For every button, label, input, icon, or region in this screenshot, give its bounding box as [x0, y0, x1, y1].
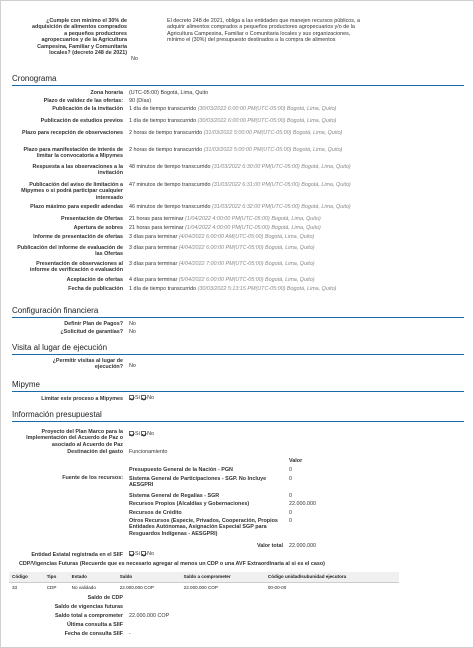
expense-destination-label: Destinación del gasto: [67, 449, 123, 455]
value-column-header: Valor: [289, 458, 303, 464]
siif-options: [129, 551, 154, 557]
funding-source-value: 0: [289, 518, 292, 524]
schedule-item-date: (1/04/2022 4:00:00 PM(UTC-05:00) Bogotá, Lima, Quito): [185, 225, 321, 231]
schedule-item-date: (4/04/2022 7:00:00 PM(UTC-05:00) Bogotá, Lima, Quito): [178, 261, 315, 267]
cdp-column-header: Saldo: [117, 572, 181, 582]
schedule-item-status: 3 días para terminar: [129, 245, 178, 251]
peace-si-checkbox[interactable]: [129, 431, 134, 436]
funding-source-name: Recursos Propios (Alcaldías y Gobernaciones): [129, 501, 250, 507]
saldo-total-value: 22.000.000 COP: [129, 613, 170, 619]
section-divider: [12, 421, 464, 422]
saldo-cdp-label: Saldo de CDP: [87, 595, 123, 601]
food-purchase-question: ¿Cumple con mínimo el 30% de adquisición de alimentos comprados a pequeños productores agropecuarios y de la Agricultura Campesina, Familiar y Comunitaria locales? (decreto 248 de 2021): [32, 18, 127, 57]
schedule-item-date: (31/03/2022 6:32:00 PM(UTC-05:00) Bogotá, Lima, Quito): [212, 204, 351, 210]
funding-source-name: Sistema General de Participaciones - SGP. No Incluye AESGPRI: [129, 476, 267, 489]
siif-si-label: Sí: [135, 551, 141, 557]
mipyme-no-label: No: [147, 395, 154, 401]
schedule-item-value: [129, 225, 425, 231]
schedule-item-date: (30/03/2022 6:00:00 PM(UTC-05:00) Bogotá, Lima, Quito): [197, 106, 337, 112]
schedule-item-label: Plazo para recepción de observaciones: [22, 130, 123, 136]
section-divider: [12, 391, 464, 392]
expense-destination-value: Funcionamiento: [129, 449, 168, 455]
schedule-item-date: (31/03/2022 6:31:00 PM(UTC-05:00) Bogotá, Lima, Quito): [212, 182, 351, 188]
schedule-item-date: (4/04/2022 6:00:00 PM(UTC-05:00) Bogotá, Lima, Quito): [178, 245, 315, 251]
schedule-item-value: [129, 277, 425, 283]
site-visit-label: ¿Permitir visitas al lugar de ejecución?: [52, 358, 123, 371]
schedule-item-label: Fecha de publicación: [68, 286, 123, 292]
saldo-vf-label: Saldo de vigencias futuras: [54, 604, 123, 610]
schedule-item-label: Plazo máximo para expedir adendas: [30, 204, 123, 210]
schedule-item-status: 4 días para terminar: [129, 277, 178, 283]
cdp-table-header: [9, 572, 399, 582]
schedule-item-date: (4/04/2022 6:00:00 AM(UTC-05:00) Bogotá, Lima, Quito): [178, 234, 315, 240]
mipyme-no-checkbox[interactable]: [141, 395, 146, 400]
schedule-item-date: (31/03/2022 6:30:00 PM(UTC-05:00) Bogotá, Lima, Quito): [212, 164, 351, 170]
guarantees-value: No: [129, 329, 136, 335]
mipyme-si-checkbox[interactable]: [129, 395, 134, 400]
schedule-item-label: Publicación de la invitación: [52, 106, 123, 112]
schedule-item-status: 48 minutos de tiempo transcurrido: [129, 164, 211, 170]
funding-source-name: Presupuesto General de la Nación - PGN: [129, 467, 233, 473]
cdp-column-header: Código: [9, 572, 44, 582]
schedule-item-value: [129, 204, 425, 210]
schedule-item-label: Publicación del aviso de limitación a Mipymes o si podrá participar cualquier interesado: [21, 182, 123, 201]
total-value: 22.000.000: [289, 543, 316, 549]
peace-si-label: Sí: [135, 431, 141, 437]
schedule-item-value: [129, 164, 425, 170]
peace-agreement-label: Proyecto del Plan Marco para la Implementación del Acuerdo de Paz o asociado al Acuerdo de Paz: [26, 429, 123, 448]
schedule-item-label: Publicación del informe de evaluación de las Ofertas: [17, 245, 123, 258]
cdp-cell: 00-00-00: [267, 584, 287, 590]
schedule-item-status: 21 horas para terminar: [129, 216, 184, 222]
food-purchase-answer: No: [131, 56, 138, 62]
timezone-label: Zona horaria: [90, 90, 123, 96]
funding-source-value: 0: [289, 476, 292, 482]
schedule-item-value: [129, 286, 425, 292]
timezone-value: (UTC-05:00) Bogotá, Lima, Quito: [129, 90, 209, 96]
funding-source-label: Fuente de los recursos:: [62, 475, 123, 481]
schedule-item-label: Presentación de observaciones al informe de verificación o evaluación: [29, 261, 123, 274]
site-visit-value: No: [129, 363, 136, 369]
schedule-item-status: 1 día de tiempo transcurrido: [129, 106, 197, 112]
total-value-label: Valor total: [256, 543, 283, 549]
offer-validity-value: 90 (Días): [129, 98, 152, 104]
schedule-item-status: 3 días para terminar: [129, 234, 178, 240]
schedule-item-value: [129, 130, 425, 136]
funding-source-value: 0: [289, 510, 292, 516]
funding-source-value: 0: [289, 493, 292, 499]
schedule-item-status: 1 día de tiempo transcurrido: [129, 286, 197, 292]
schedule-item-value: [129, 147, 425, 153]
peace-no-checkbox[interactable]: [141, 431, 146, 436]
section-divider: [12, 85, 464, 86]
section-divider: [12, 354, 464, 355]
food-purchase-note: El decreto 248 de 2021, obliga a las entidades que manejen recursos públicos, a adquirir alimentos comprados a pequeños productores agropecuarios y/o de la Agricultura Campesina, Familiar o Comunitaria locales y sus organizaciones, mínimo el (30%) del presupuesto destinados a la compra de alimentos: [167, 18, 360, 44]
schedule-item-value: [129, 234, 425, 240]
cdp-cell: No validado: [71, 584, 96, 590]
payment-plan-value: No: [129, 321, 136, 327]
cdp-column-header: Saldo a comprometer: [181, 572, 265, 582]
cdp-column-header: Estado: [69, 572, 117, 582]
schedule-item-date: (1/04/2022 4:00:00 PM(UTC-05:00) Bogotá, Lima, Quito): [185, 216, 321, 222]
funding-source-name: Recursos de Crédito: [129, 510, 182, 516]
cdp-table: [9, 572, 399, 592]
schedule-item-status: 21 horas para terminar: [129, 225, 184, 231]
schedule-item-label: Plazo para manifestación de interés de limitar la convocatoria a Mipymes: [23, 147, 123, 160]
schedule-item-label: Aceptación de ofertas: [66, 277, 123, 283]
schedule-item-status: 1 día de tiempo transcurrido: [129, 118, 197, 124]
peace-no-label: No: [147, 431, 154, 437]
section-divider: [12, 317, 464, 318]
payment-plan-label: Definir Plan de Pagos?: [64, 321, 123, 327]
schedule-item-label: Presentación de Ofertas: [60, 216, 123, 222]
cdp-cell: 22.000.000 COP: [183, 584, 218, 590]
funding-source-name: Otros Recursos (Especie, Privados, Cooperación, Propios Entidades Autónomas, Asignación Especial SGP para Resguardos Indígenas - AESGPRI): [129, 518, 278, 537]
schedule-item-date: (31/03/2022 5:00:00 PM(UTC-05:00) Bogotá, Lima, Quito): [203, 147, 343, 153]
cdp-column-header: Tipo: [44, 572, 69, 582]
schedule-item-status: 2 horas de tiempo transcurrido: [129, 130, 203, 136]
cdp-column-header: Código unidad/subunidad ejecutora: [265, 572, 399, 582]
funding-source-value: 22.000.000: [289, 501, 316, 507]
schedule-item-status: 3 días para terminar: [129, 261, 178, 267]
siif-label: Entidad Estatal registrada en el SIIF: [31, 552, 123, 558]
schedule-item-value: [129, 216, 425, 222]
siif-no-checkbox[interactable]: [141, 551, 146, 556]
section-title-presupuestal: Información presupuestal: [12, 410, 102, 419]
schedule-item-status: 47 minutos de tiempo transcurrido: [129, 182, 211, 188]
mipyme-limit-options: [129, 395, 154, 401]
schedule-item-value: [129, 118, 425, 124]
section-title-visita: Visita al lugar de ejecución: [12, 343, 108, 352]
offer-validity-label: Plazo de validez de las ofertas:: [43, 98, 123, 104]
schedule-item-label: Informe de presentación de ofertas: [33, 234, 123, 240]
siif-si-checkbox[interactable]: [129, 551, 134, 556]
schedule-item-value: [129, 106, 425, 112]
last-siif-query-label: Última consulta a SIIF: [66, 622, 123, 628]
funding-source-value: 0: [289, 467, 292, 473]
schedule-item-date: (30/03/2022 5:13:15 PM(UTC-05:00) Bogotá, Lima, Quito): [197, 286, 337, 292]
cdp-cell: CDP: [46, 584, 57, 590]
siif-no-label: No: [147, 551, 154, 557]
schedule-item-date: (30/03/2022 6:00:00 PM(UTC-05:00) Bogotá, Lima, Quito): [197, 118, 337, 124]
schedule-item-label: Apertura de sobres: [73, 225, 123, 231]
mipyme-limit-label: Limitar este proceso a Mipymes: [41, 396, 123, 402]
section-title-financiera: Configuración financiera: [12, 306, 99, 315]
siif-query-date-label: Fecha de consulta SIIF: [64, 631, 123, 637]
guarantees-label: ¿Solicitud de garantías?: [60, 329, 123, 335]
table-row[interactable]: [9, 582, 399, 592]
cdp-caption: CDP/Vigencias Futuras (Recuerde que es necesario agregar al menos un CDP o una AVF Extraordinaria al si es el caso): [19, 561, 325, 567]
section-title-cronograma: Cronograma: [12, 74, 57, 83]
section-title-mipyme: Mipyme: [12, 380, 41, 389]
schedule-item-date: (31/03/2022 5:00:00 PM(UTC-05:00) Bogotá, Lima, Quito): [203, 130, 343, 136]
schedule-item-status: 46 minutos de tiempo transcurrido: [129, 204, 211, 210]
schedule-item-value: [129, 245, 425, 251]
schedule-item-value: [129, 261, 425, 267]
schedule-item-date: (5/04/2022 6:00:00 PM(UTC-05:00) Bogotá, Lima, Quito): [178, 277, 315, 283]
mipyme-si-label: Sí: [135, 395, 141, 401]
funding-source-name: Sistema General de Regalías - SGR: [129, 493, 220, 499]
schedule-item-status: 2 horas de tiempo transcurrido: [129, 147, 203, 153]
cdp-cell: 33: [12, 584, 18, 590]
peace-agreement-options: [129, 431, 154, 437]
siif-query-date-value: -: [129, 631, 131, 637]
schedule-item-label: Respuesta a las observaciones a la invitación: [32, 164, 123, 177]
cdp-cell: 22.000.000 COP: [119, 584, 154, 590]
schedule-item-value: [129, 182, 425, 188]
saldo-total-label: Saldo total a comprometer: [55, 613, 123, 619]
schedule-item-label: Publicación de estudios previos: [40, 118, 123, 124]
